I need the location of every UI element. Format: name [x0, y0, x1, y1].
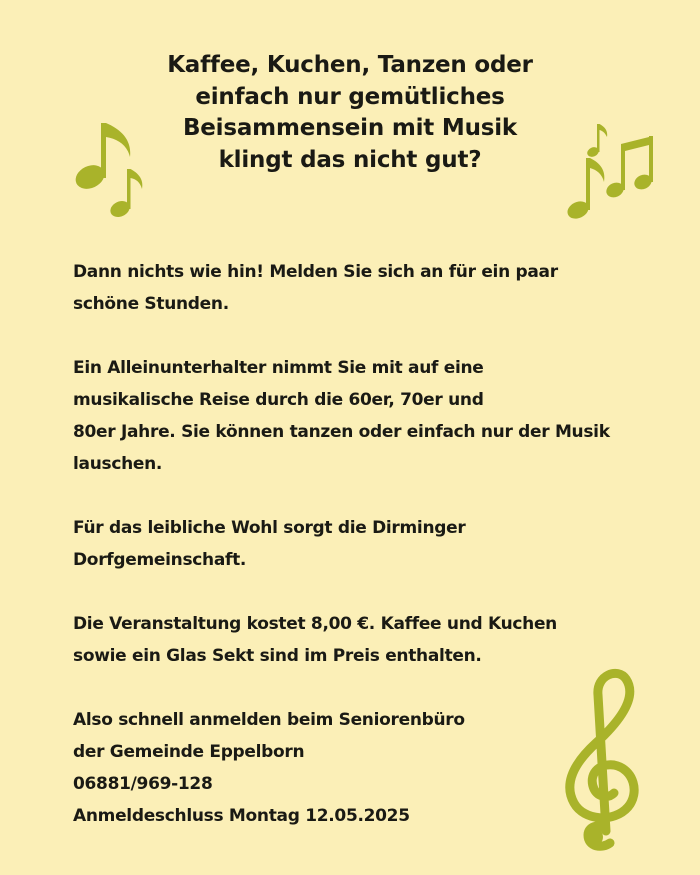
text-line: Ein Alleinunterhalter nimmt Sie mit auf eine [73, 358, 484, 378]
heading-line: Kaffee, Kuchen, Tanzen oder [167, 52, 533, 78]
phone-number: 06881/969-128 [73, 774, 213, 794]
flyer-body [73, 256, 663, 832]
text-line: Die Veranstaltung kostet 8,00 €. Kaffee und Kuchen [73, 614, 557, 634]
paragraph-price [73, 608, 663, 672]
text-line: Dorfgemeinschaft. [73, 550, 247, 570]
paragraph-invitation [73, 256, 663, 320]
text-line: Also schnell anmelden beim Seniorenbüro [73, 710, 465, 730]
heading-line: klingt das nicht gut? [218, 146, 482, 173]
text-line: lauschen. [73, 454, 163, 474]
heading-line: einfach nur gemütliches [195, 83, 505, 110]
flyer-heading [120, 50, 580, 176]
text-line: der Gemeinde Eppelborn [73, 742, 305, 762]
text-line: musikalische Reise durch die 60er, 70er und [73, 390, 484, 410]
registration-deadline: Anmeldeschluss Montag 12.05.2025 [73, 806, 410, 826]
paragraph-entertainer [73, 352, 663, 480]
text-line: sowie ein Glas Sekt sind im Preis enthalten. [73, 646, 482, 666]
text-line: 80er Jahre. Sie können tanzen oder einfach nur der Musik [73, 422, 610, 442]
paragraph-registration [73, 704, 663, 832]
paragraph-catering [73, 512, 663, 576]
text-line: Dann nichts wie hin! Melden Sie sich an für ein paar [73, 262, 558, 282]
heading-line: Beisammensein mit Musik [182, 115, 518, 141]
text-line: schöne Stunden. [73, 294, 229, 314]
text-line: Für das leibliche Wohl sorgt die Dirminger [73, 518, 466, 538]
